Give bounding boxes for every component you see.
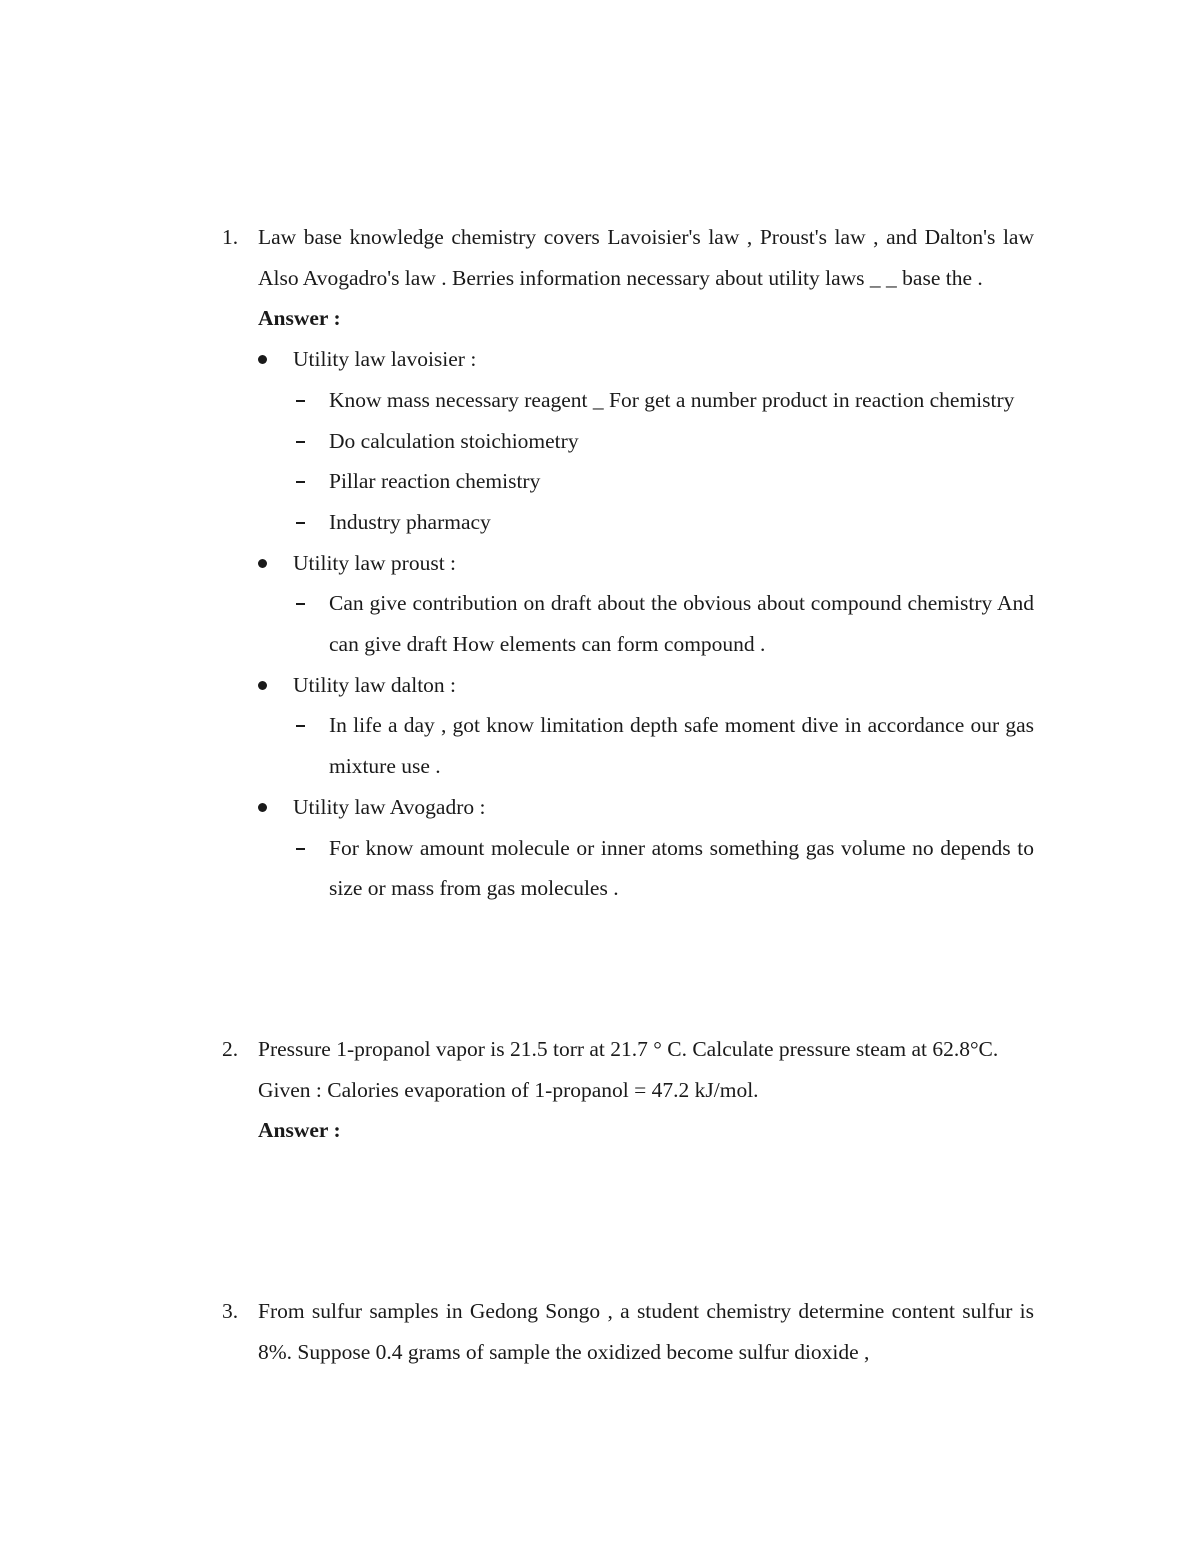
bullet-item-dalton <box>258 665 1034 706</box>
question-number: 3. <box>222 1299 239 1323</box>
bullet-icon <box>258 559 267 568</box>
question-number: 2. <box>222 1037 239 1061</box>
sub-item-text: Know mass necessary reagent _ For get a number product in reaction chemistry <box>329 387 1015 412</box>
sub-item-text: Do calculation stoichiometry <box>329 428 579 453</box>
dash-icon <box>296 481 305 483</box>
bullet-item-avogadro <box>258 787 1034 828</box>
bullet-label: Utility law lavoisier : <box>293 347 477 372</box>
question-body <box>258 1291 1034 1372</box>
question-number: 1. <box>222 225 239 249</box>
question-1 <box>222 217 1034 909</box>
sub-item <box>293 583 1034 664</box>
dash-icon <box>296 848 305 850</box>
bullet-label: Utility law dalton : <box>293 672 457 697</box>
sub-item-text: Can give contribution on draft about the obvious about compound chemistry And can give draft How elements can form compound . <box>329 591 1034 657</box>
dash-icon <box>296 603 305 605</box>
sub-item-text: For know amount molecule or inner atoms something gas volume no depends to size or mass from gas molecules . <box>329 835 1034 901</box>
bullet-icon <box>258 803 267 812</box>
sub-item-text: In life a day , got know limitation depth safe moment dive in accordance our gas mixture use . <box>329 713 1034 779</box>
question-body <box>258 217 1034 909</box>
question-3 <box>222 1291 1034 1372</box>
sub-item <box>293 705 1034 786</box>
question-body <box>258 1029 1034 1151</box>
sub-item-text: Pillar reaction chemistry <box>329 469 541 494</box>
sub-item <box>293 461 1034 502</box>
question-2 <box>222 1029 1034 1151</box>
bullet-icon <box>258 355 267 364</box>
dash-icon <box>296 441 305 443</box>
question-text: Pressure 1-propanol vapor is 21.5 torr at 21.7 ° C. Calculate pressure steam at 62.8°C. <box>258 1037 999 1061</box>
answer-label: Answer : <box>258 1118 341 1143</box>
sub-item-text: Industry pharmacy <box>329 509 491 534</box>
bullet-item-proust <box>258 543 1034 584</box>
bullet-icon <box>258 681 267 690</box>
sub-item <box>293 502 1034 543</box>
sub-item <box>293 828 1034 909</box>
given-text: Given : Calories evaporation of 1-propanol = 47.2 kJ/mol. <box>258 1077 759 1102</box>
bullet-item-lavoisier <box>258 339 1034 380</box>
dash-icon <box>296 400 305 402</box>
dash-icon <box>296 522 305 524</box>
sub-item <box>293 380 1034 421</box>
bullet-label: Utility law Avogadro : <box>293 794 486 819</box>
question-text: Law base knowledge chemistry covers Lavoisier's law , Proust's law , and Dalton's law Also Avogadro's law . Berries information necessary about utility laws _ _ base the . <box>258 225 1034 290</box>
question-text: From sulfur samples in Gedong Songo , a student chemistry determine content sulfur is 8%. Suppose 0.4 grams of sample the oxidized become sulfur dioxide , <box>258 1299 1034 1364</box>
dash-icon <box>296 725 305 727</box>
bullet-label: Utility law proust : <box>293 550 457 575</box>
sub-item <box>293 421 1034 462</box>
answer-label: Answer : <box>258 306 341 331</box>
